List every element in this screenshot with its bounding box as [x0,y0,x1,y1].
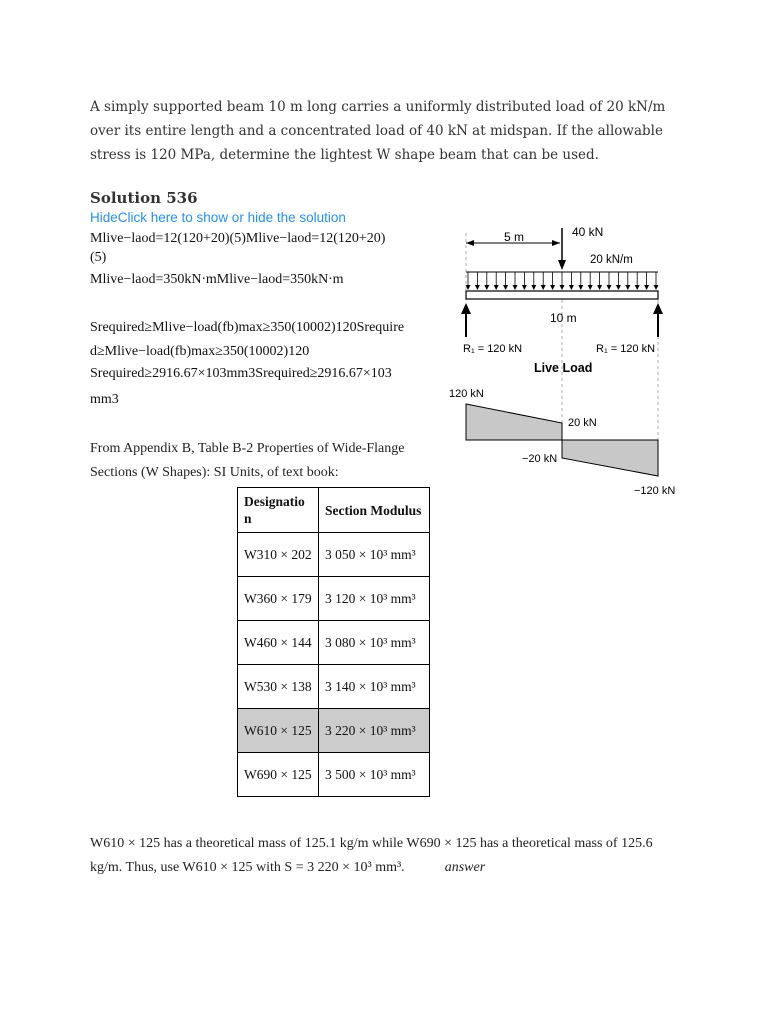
cell-modulus: 3 120 × 10³ mm³ [319,577,430,621]
udl-arrowhead [560,285,565,290]
reaction-right-arrowhead [653,303,663,314]
cell-modulus: 3 050 × 10³ mm³ [319,533,430,577]
udl-arrowhead [635,285,640,290]
udl-arrowhead [654,285,659,290]
label-v120: 120 kN [449,388,484,400]
label-r1-left: R₁ = 120 kN [463,343,523,355]
answer-label: answer [444,860,486,875]
table-row [238,533,430,577]
label-20knm: 20 kN/m [590,254,633,266]
cell-modulus: 3 140 × 10³ mm³ [319,665,430,709]
toggle-solution-link[interactable]: HideClick here to show or hide the solution [90,210,346,225]
label-r1-right: R₁ = 120 kN [596,343,656,355]
label-5m: 5 m [504,230,525,244]
diagram-title: Live Load [534,361,593,375]
conclusion [90,832,680,880]
label-40kn: 40 kN [572,225,604,239]
header-section-modulus: Section Modulus [319,488,430,533]
cell-modulus: 3 080 × 10³ mm³ [319,621,430,665]
appendix-reference: From Appendix B, Table B-2 Properties of Wide-Flange Sections (W Shapes): SI Units, of text book: [90,441,405,480]
cell-designation: W310 × 202 [238,533,319,577]
table-row [238,753,430,797]
cell-modulus: 3 220 × 10³ mm³ [319,709,430,753]
udl-arrowhead [513,285,518,290]
udl-arrowhead [503,285,508,290]
udl-arrowhead [569,285,574,290]
beam-diagram [440,215,690,510]
cell-designation: W360 × 179 [238,577,319,621]
udl-arrowhead [588,285,593,290]
section-table [237,487,430,797]
header-designation: Designatio n [238,488,319,533]
math-line-moment-cont: (5) [90,250,107,265]
beam [466,291,658,299]
udl-arrowhead [578,285,583,290]
udl-arrows [466,272,659,290]
math-line-s-required: Srequired≥Mlive−load(fb)max≥350(10002)120Srequire [90,320,405,335]
solution-title: Solution 536 [90,189,198,207]
math-line-s-required-cont: d≥Mlive−load(fb)max≥350(10002)120 [90,344,310,359]
label-vm120: −120 kN [634,485,676,497]
table-row [238,665,430,709]
udl-arrowhead [625,285,630,290]
table-row-highlighted [238,709,430,753]
shear-negative-region [562,440,658,476]
udl-arrowhead [494,285,499,290]
shear-positive-region [466,404,562,440]
cell-designation: W690 × 125 [238,753,319,797]
label-vm20: −20 kN [522,453,558,465]
table-header-row [238,488,430,533]
cell-designation: W460 × 144 [238,621,319,665]
math-line-s-value: Srequired≥2916.67×103mm3Srequired≥2916.67×103 [90,366,392,381]
label-span: 10 m [550,311,577,325]
udl-arrowhead [597,285,602,290]
cell-designation: W610 × 125 [238,709,319,753]
udl-arrowhead [475,285,480,290]
udl-arrowhead [541,285,546,290]
math-line-moment-value: Mlive−laod=350kN⋅mMlive−laod=350kN⋅m [90,272,344,287]
problem-statement: A simply supported beam 10 m long carries a uniformly distributed load of 20 kN/m over its entire length and a concentrated load of 40 kN at midspan. If the allowable stress is 120 MPa, determine the lightest W shape beam that can be used. [90,99,666,163]
table-row [238,577,430,621]
conclusion-text: W610 × 125 has a theoretical mass of 125.1 kg/m while W690 × 125 has a theoretical mass of 125.6 kg/m. Thus, use W610 × 125 with S = 3 220 × 10³ mm³. [90,836,653,875]
point-load-arrowhead [558,260,566,270]
udl-arrowhead [522,285,527,290]
dimension-arrow-left [466,240,474,246]
udl-arrowhead [607,285,612,290]
math-line-moment: Mlive−laod=12(120+20)(5)Mlive−laod=12(120+20) [90,231,386,246]
udl-arrowhead [644,285,649,290]
label-v20: 20 kN [568,417,597,429]
table-row [238,621,430,665]
cell-modulus: 3 500 × 10³ mm³ [319,753,430,797]
udl-arrowhead [531,285,536,290]
dimension-arrow-right [552,240,560,246]
udl-arrowhead [484,285,489,290]
udl-arrowhead [616,285,621,290]
cell-designation: W530 × 138 [238,665,319,709]
reaction-left-arrowhead [461,303,471,314]
math-line-s-unit: mm3 [90,392,119,407]
udl-arrowhead [550,285,555,290]
